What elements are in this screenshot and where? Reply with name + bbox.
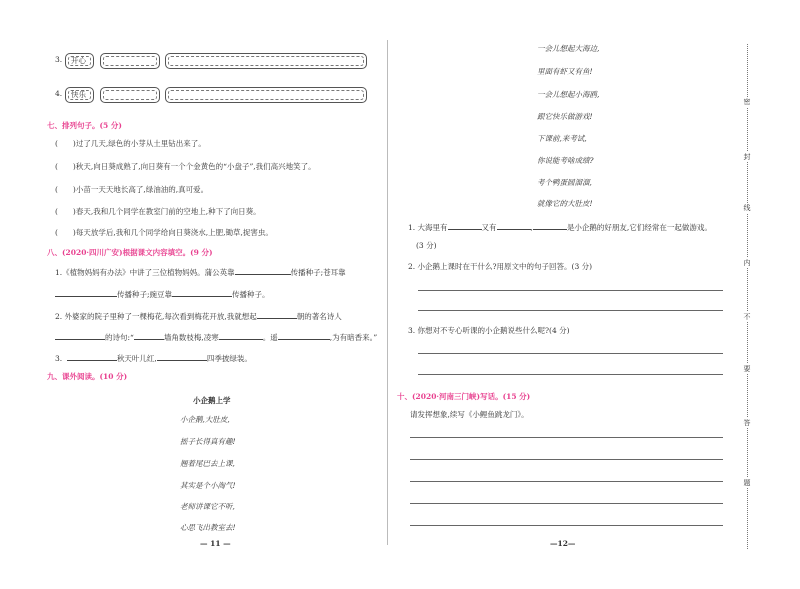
blank[interactable] (67, 352, 117, 361)
reading-q2: 2. 小企鹅上课时在干什么?用原文中的句子回答。(3 分) (408, 262, 593, 271)
section-9-title: 九、课外阅读。(10 分) (47, 372, 128, 381)
poem-line: 下课前,来考试, (537, 134, 587, 143)
poem-line: 就像它的大肚皮! (537, 199, 593, 208)
sort-item-1 (55, 139, 206, 149)
writing-line[interactable] (410, 459, 723, 460)
fill-q3-num: 3. (55, 354, 63, 363)
sort-paren[interactable]: ( ) (55, 228, 76, 237)
sort-paren[interactable]: ( ) (55, 207, 76, 216)
seal-dotted-line (747, 44, 748, 549)
fill-q2-text-5: 。遥 (262, 333, 278, 342)
poem-line: 一会儿想起小海鸥, (537, 90, 600, 99)
poem-line: 跟它快乐做游戏! (537, 112, 593, 121)
blank[interactable] (257, 310, 297, 319)
answer-line[interactable] (418, 353, 723, 354)
blank[interactable] (55, 331, 105, 340)
sort-text: 每天放学后,我和几个同学给向日葵浇水,上肥,锄草,捉害虫。 (75, 228, 273, 237)
seal-char: 要 (743, 365, 751, 373)
poem-line: 你说能考啥成绩? (537, 156, 594, 165)
fill-q2-line-a (55, 310, 342, 322)
blank[interactable] (219, 331, 263, 340)
fill-q1-text-2: 传播种子;苍耳靠 (290, 268, 346, 277)
sort-item-5 (55, 228, 273, 238)
blank[interactable] (55, 288, 117, 297)
seal-char: 线 (743, 204, 751, 212)
reading-q1-text-2: 又有 (481, 223, 497, 232)
section-7-title: 七、排列句子。(5 分) (47, 121, 122, 130)
fill-q2-text-4: 墙角数枝梅,凌寒 (163, 333, 219, 342)
blank[interactable] (448, 221, 482, 230)
seal-char: 题 (743, 479, 751, 487)
page-number-left: — 11 — (200, 539, 231, 548)
blank[interactable] (157, 352, 207, 361)
blank[interactable] (134, 331, 164, 340)
blank[interactable] (278, 331, 330, 340)
fill-q2-text-2: 朝的著名诗人 (296, 312, 342, 321)
sort-item-3 (55, 185, 208, 195)
fill-q3-line (55, 352, 252, 364)
fill-q3-text-2: 四季披绿装。 (206, 354, 252, 363)
fill-q1-text: 1.《植物妈妈有办法》中讲了三位植物妈妈。蒲公英靠 (55, 268, 235, 277)
answer-line[interactable] (418, 290, 723, 291)
q4-word: 快乐 (71, 90, 86, 99)
reading-q1-text-4: 是小企鹅的好朋友,它们经常在一起做游戏。 (566, 223, 712, 232)
writing-prompt: 请发挥想象,续写《小鲤鱼跳龙门》。 (410, 410, 529, 419)
seal-char: 封 (743, 153, 751, 161)
poem-line: 摇子长得真有趣! (180, 437, 236, 446)
sort-text: 春天,我和几个同学在教室门前的空地上,种下了向日葵。 (75, 207, 261, 216)
page-number-right: —12— (550, 539, 576, 548)
q3-answer-box-1[interactable] (100, 53, 160, 69)
writing-line[interactable] (410, 503, 723, 504)
blank[interactable] (530, 221, 567, 232)
section-10-title: 十、(2020·河南三门峡)写话。(15 分) (397, 392, 531, 401)
sort-text: 过了几天,绿色的小芽从土里钻出来了。 (75, 139, 206, 148)
sort-paren[interactable]: ( ) (55, 185, 76, 194)
poem-line: 翘着尾巴去上课, (180, 459, 235, 468)
answer-line[interactable] (418, 310, 723, 311)
sort-item-4 (55, 207, 261, 217)
poem-line: 其实是个小淘气! (180, 481, 236, 490)
fill-q2-line-b (55, 331, 377, 343)
q3-word: 开心 (71, 56, 86, 65)
q3-word-frame (65, 53, 94, 69)
reading-q1 (408, 221, 712, 233)
seal-char: 不 (743, 313, 751, 321)
fill-q3-text: 秋天叶儿红, (116, 354, 157, 363)
fill-q1-text-4: 传播种子。 (232, 290, 270, 299)
q4-answer-box-1[interactable] (100, 87, 160, 103)
blank[interactable] (497, 221, 531, 230)
sort-paren[interactable]: ( ) (55, 139, 76, 148)
q4-word-frame (65, 87, 94, 103)
seal-char: 密 (743, 98, 751, 106)
poem-title: 小企鹅上学 (193, 396, 231, 405)
answer-line[interactable] (418, 374, 723, 375)
section-8-title: 八、(2020·四川广安)根据课文内容填空。(9 分) (47, 248, 213, 257)
writing-line[interactable] (410, 481, 723, 482)
page-divider (387, 40, 388, 545)
q4-number: 4. (55, 89, 63, 98)
poem-line: 老师讲课它不听, (180, 502, 235, 511)
writing-line[interactable] (410, 525, 723, 526)
sort-paren[interactable]: ( ) (55, 162, 76, 171)
fill-q1-line-a (55, 266, 346, 278)
fill-q2-text-3: 的诗句:“ (105, 333, 134, 342)
poem-line: 一会儿想起大海边, (537, 44, 600, 53)
sort-text: 秋天,向日葵成熟了,向日葵有一个个金黄色的“小盘子”,我们高兴地笑了。 (75, 162, 316, 171)
poem-line: 考个鸭蛋圆溜溜, (537, 178, 592, 187)
reading-q1-text: 1. 大海里有 (408, 223, 448, 232)
seal-char: 内 (743, 259, 751, 267)
blank[interactable] (235, 266, 291, 275)
reading-q1-score: (3 分) (416, 241, 437, 250)
fill-q2-text: 2. 外婆家的院子里种了一棵梅花,每次看到梅花开放,我就想起 (55, 312, 257, 321)
q4-answer-box-2[interactable] (165, 87, 367, 103)
writing-line[interactable] (410, 437, 723, 438)
seal-char: 答 (743, 419, 751, 427)
reading-q1-text-3: , (530, 223, 533, 232)
fill-q1-line-b (55, 288, 270, 300)
q3-answer-box-2[interactable] (165, 53, 367, 69)
poem-line: 心思飞出教室去! (180, 523, 236, 532)
fill-q1-text-3: 传播种子;豌豆靠 (117, 290, 173, 299)
q3-number: 3. (55, 55, 63, 64)
reading-q3: 3. 你想对不专心听课的小企鹅说些什么呢?(4 分) (408, 326, 570, 335)
fill-q2-text-6: ,为有暗香来。” (329, 333, 378, 342)
sort-text: 小苗一天天地长高了,绿油油的,真可爱。 (75, 185, 209, 194)
sort-item-2 (55, 162, 316, 172)
poem-line: 小企鹅,大肚皮, (180, 415, 230, 424)
poem-line: 里面有虾又有鱼! (537, 67, 593, 76)
blank[interactable] (172, 288, 232, 297)
